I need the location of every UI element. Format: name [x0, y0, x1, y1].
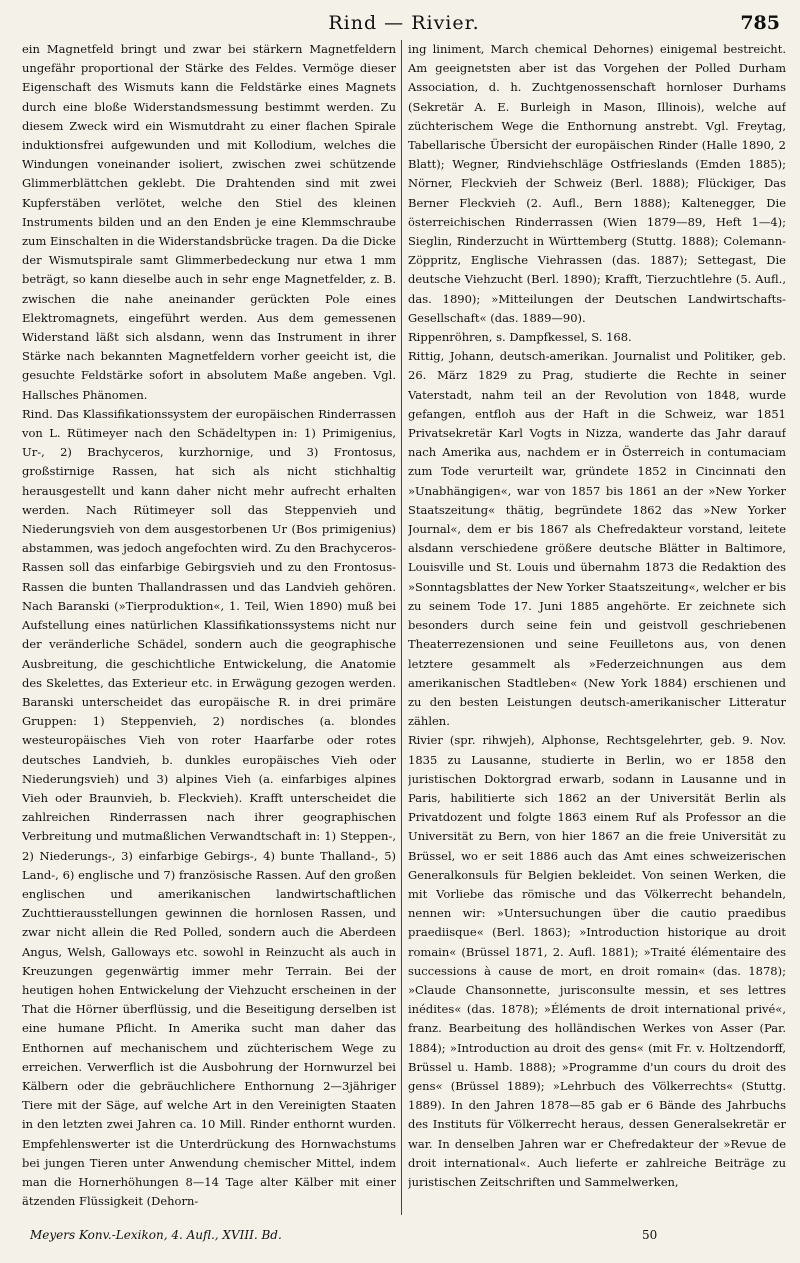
- column-divider: [401, 40, 402, 1215]
- entry-rind: Rind. Das Klassifikationssystem der europäischen Rinderrassen von L. Rütimeyer nach den Schädeltypen in: 1) Primigenius, Ur-, 2) Brachyceros, kurzhornige, und 3) Frontosus, großstirnige Rassen, hat sich als nicht stichhaltig herausgestellt und kann daher nicht mehr aufrecht erhalten werden. Nach Rütimeyer soll das Steppenvieh und Niederungsvieh von dem ausgestorbenen Ur (Bos primigenius) abstammen, was jedoch angefochten wird. Zu den Brachyceros-Rassen soll das einfarbige Gebirgsvieh und zu den Frontosus-Rassen die bunten Thallandrassen und das Landvieh gehören. Nach Baranski (»Tierproduktion«, 1. Teil, Wien 1890) muß bei Aufstellung eines natürlichen Klassifikationssystems nicht nur der veränderliche Schädel, sondern auch die geographische Ausbreitung, die geschichtliche Entwickelung, die Anatomie des Skelettes, das Exterieur etc. in Erwägung gezogen werden. Baranski unterscheidet das europäische R. in drei primäre Gruppen: 1) Steppenvieh, 2) nordisches (a. blondes westeuropäisches Vieh von roter Haarfarbe oder rotes deutsches Landvieh, b. dunkles europäisches Vieh oder Niederungsvieh) und 3) alpines Vieh (a. einfarbiges alpines Vieh oder Braunvieh, b. Fleckvieh). Krafft unterscheidet die zahlreichen Rinderrassen nach ihrer geographischen Verbreitung und mutmaßlichen Verwandtschaft in: 1) Steppen-, 2) Niederungs-, 3) einfarbige Gebirgs-, 4) bunte Thalland-, 5) Land-, 6) englische und 7) französische Rassen. Auf den großen englischen und amerikanischen landwirtschaftlichen Zuchttierausstellungen gewinnen die hornlosen Rassen, und zwar nicht allein die Red Polled, sondern auch die Aberdeen Angus, Welsh, Galloways etc. sowohl in Reinzucht als auch in Kreuzungen gegenwärtig immer mehr Terrain. Bei der heutigen hohen Entwickelung der Viehzucht erscheinen in der That die Hörner überflüssig, und die Beseitigung derselben ist eine humane Pflicht. In Amerika sucht man daher das Enthornen auf mechanischem und züchterischem Wege zu erreichen. Verwerflich ist die Ausbohrung der Hornwurzel bei Kälbern oder die gebräuchlichere Enthornung 2—3jähriger Tiere mit der Säge, auf welche Art in den Vereinigten Staaten in den letzten zwei Jahren ca. 10 Mill. Rinder enthornt wurden. Empfehlenswerter ist die Unterdrückung des Hornwachstums bei jungen Tieren unter Anwendung chemischer Mittel, indem man die Hornerhöhungen 8—14 Tage alter Kälber mit einer ätzenden Flüssigkeit (Dehorn-: [22, 406, 396, 1209]
- paragraph-magnetfeld: ein Magnetfeld bringt und zwar bei stärkern Magnetfeldern ungefähr proportional der Stärke des Feldes. Vermöge dieser Eigenschaft des Wismuts kann die Feldstärke eines Magnets durch eine bloße Widerstandsmessung bestimmt werden. Zu diesem Zweck wird ein Wismutdraht zu einer flachen Spirale induktionsfrei aufgewunden und mit Kollodium, welches die Windungen voneinander isoliert, zwischen zwei schützende Glimmerblättchen geklebt. Die Drahtenden sind mit zwei Kupferstäben verlötet, welche den Stiel des kleinen Instruments bilden und an den Enden je eine Klemmschraube zum Einschalten in die Widerstandsbrücke tragen. Da die Dicke der Wismutspirale samt Glimmerbedeckung nur etwa 1 mm beträgt, so kann dieselbe auch in sehr enge Magnetfelder, z. B. zwischen die nahe aneinander gerückten Pole eines Elektromagnets, eingeführt werden. Aus dem gemessenen Widerstand läßt sich alsdann, wenn das Instrument in ihrer Stärke nach bekannten Magnetfeldern vorher geeicht ist, die gesuchte Feldstärke sofort in absolutem Maße angeben. Vgl. Hallsches Phänomen.: [22, 42, 396, 402]
- right-column: [408, 40, 786, 1215]
- page-number: 785: [740, 12, 780, 34]
- sheet-number: 50: [642, 1228, 658, 1242]
- text-columns: [22, 40, 786, 1215]
- publisher-signature: Meyers Konv.-Lexikon, 4. Aufl., XVIII. Bd.: [30, 1228, 282, 1242]
- entry-rittig: Rittig, Johann, deutsch-amerikan. Journalist und Politiker, geb. 26. März 1829 zu Prag, studierte die Rechte in seiner Vaterstadt, nahm teil an der Revolution von 1848, wurde gefangen, entfloh aus der Haft in die Schweiz, war 1851 Privatsekretär Karl Vogts in Nizza, wanderte das Jahr darauf nach Amerika aus, nachdem er in Österreich in contumaciam zum Tode verurteilt war, gründete 1852 in Cincinnati den »Unabhängigen«, war von 1857 bis 1861 an der »New Yorker Staatszeitung« thätig, begründete 1862 das »New Yorker Journal«, dem er bis 1867 als Chefredakteur vorstand, leitete alsdann verschiedene größere deutsche Blätter in Baltimore, Louisville und St. Louis und übernahm 1873 die Redaktion des »Sonntagsblattes der New Yorker Staatszeitung«, welcher er bis zu seinem Tode 17. Juni 1885 angehörte. Er zeichnete sich besonders durch seine fein und geistvoll geschriebenen Theaterrezensionen und seine Feuilletons aus, von denen letztere gesammelt als »Federzeichnungen aus dem amerikanischen Stadtleben« (New York 1884) erschienen und zu den besten Leistungen deutsch-amerikanischer Litteratur zählen.: [408, 349, 786, 729]
- entry-rippenroehren: Rippenröhren, s. Dampfkessel, S. 168.: [408, 330, 632, 345]
- paragraph-rind-continued: ing liniment, March chemical Dehornes) einigemal bestreicht. Am geeignetsten aber ist das Vorgehen der Polled Durham Association, d. h. Zuchtgenossenschaft hornloser Durhams (Sekretär A. E. Burleigh in Mason, Illinois), welche auf züchterischem Wege die Enthornung anstrebt. Vgl. Freytag, Tabellarische Übersicht der europäischen Rinder (Halle 1890, 2 Blatt); Wegner, Rindviehschläge Ostfrieslands (Emden 1885); Nörner, Fleckvieh der Schweiz (Berl. 1888); Flückiger, Das Berner Fleckvieh (2. Aufl., Bern 1888); Kaltenegger, Die österreichischen Rinderrassen (Wien 1879—89, Heft 1—4); Sieglin, Rinderzucht in Württemberg (Stuttg. 1888); Colemann-Zöppritz, Englische Viehrassen (das. 1887); Settegast, Die deutsche Viehzucht (Berl. 1890); Krafft, Tierzuchtlehre (5. Aufl., das. 1890); »Mitteilungen der Deutschen Landwirtschafts-Gesellschaft« (das. 1889—90).: [408, 42, 786, 325]
- left-column: [22, 40, 396, 1215]
- entry-rivier: Rivier (spr. rihwjeh), Alphonse, Rechtsgelehrter, geb. 9. Nov. 1835 zu Lausanne, studierte in Berlin, wo er 1858 den juristischen Doktorgrad erwarb, sodann in Lausanne und in Paris, habilitierte sich 1862 an der Universität Berlin als Privatdozent und folgte 1863 einem Ruf als Professor an die Universität zu Bern, von hier 1867 an die freie Universität zu Brüssel, wo er seit 1886 auch das Amt eines schweizerischen Generalkonsuls für Belgien bekleidet. Von seinen Werken, die mit Vorliebe das römische und das Völkerrecht behandeln, nennen wir: »Untersuchungen über die cautio praedibus praediisque« (Berl. 1863); »Introduction historique au droit romain« (Brüssel 1871, 2. Aufl. 1881); »Traité élémentaire des successions à cause de mort, en droit romain« (das. 1878); »Claude Chansonnette, jurisconsulte messin, et ses lettres inédites« (das. 1878); »Éléments de droit international privé«, franz. Bearbeitung des holländischen Werkes von Asser (Par. 1884); »Introduction au droit des gens« (mit Fr. v. Holtzendorff, Brüssel u. Hamb. 1888); »Programme d'un cours du droit des gens« (Brüssel 1889); »Lehrbuch des Völkerrechts« (Stuttg. 1889). In den Jahren 1878—85 gab er 6 Bände des Jahrbuchs des Instituts für Völkerrecht heraus, dessen Generalsekretär er war. In denselben Jahren war er Chefredakteur der »Revue de droit international«. Auch lieferte er zahlreiche Beiträge zu juristischen Zeitschriften und Sammelwerken,: [408, 733, 786, 1189]
- page-title: Rind — Rivier.: [328, 12, 480, 34]
- running-head: [22, 8, 786, 38]
- page-footer: [22, 1228, 786, 1250]
